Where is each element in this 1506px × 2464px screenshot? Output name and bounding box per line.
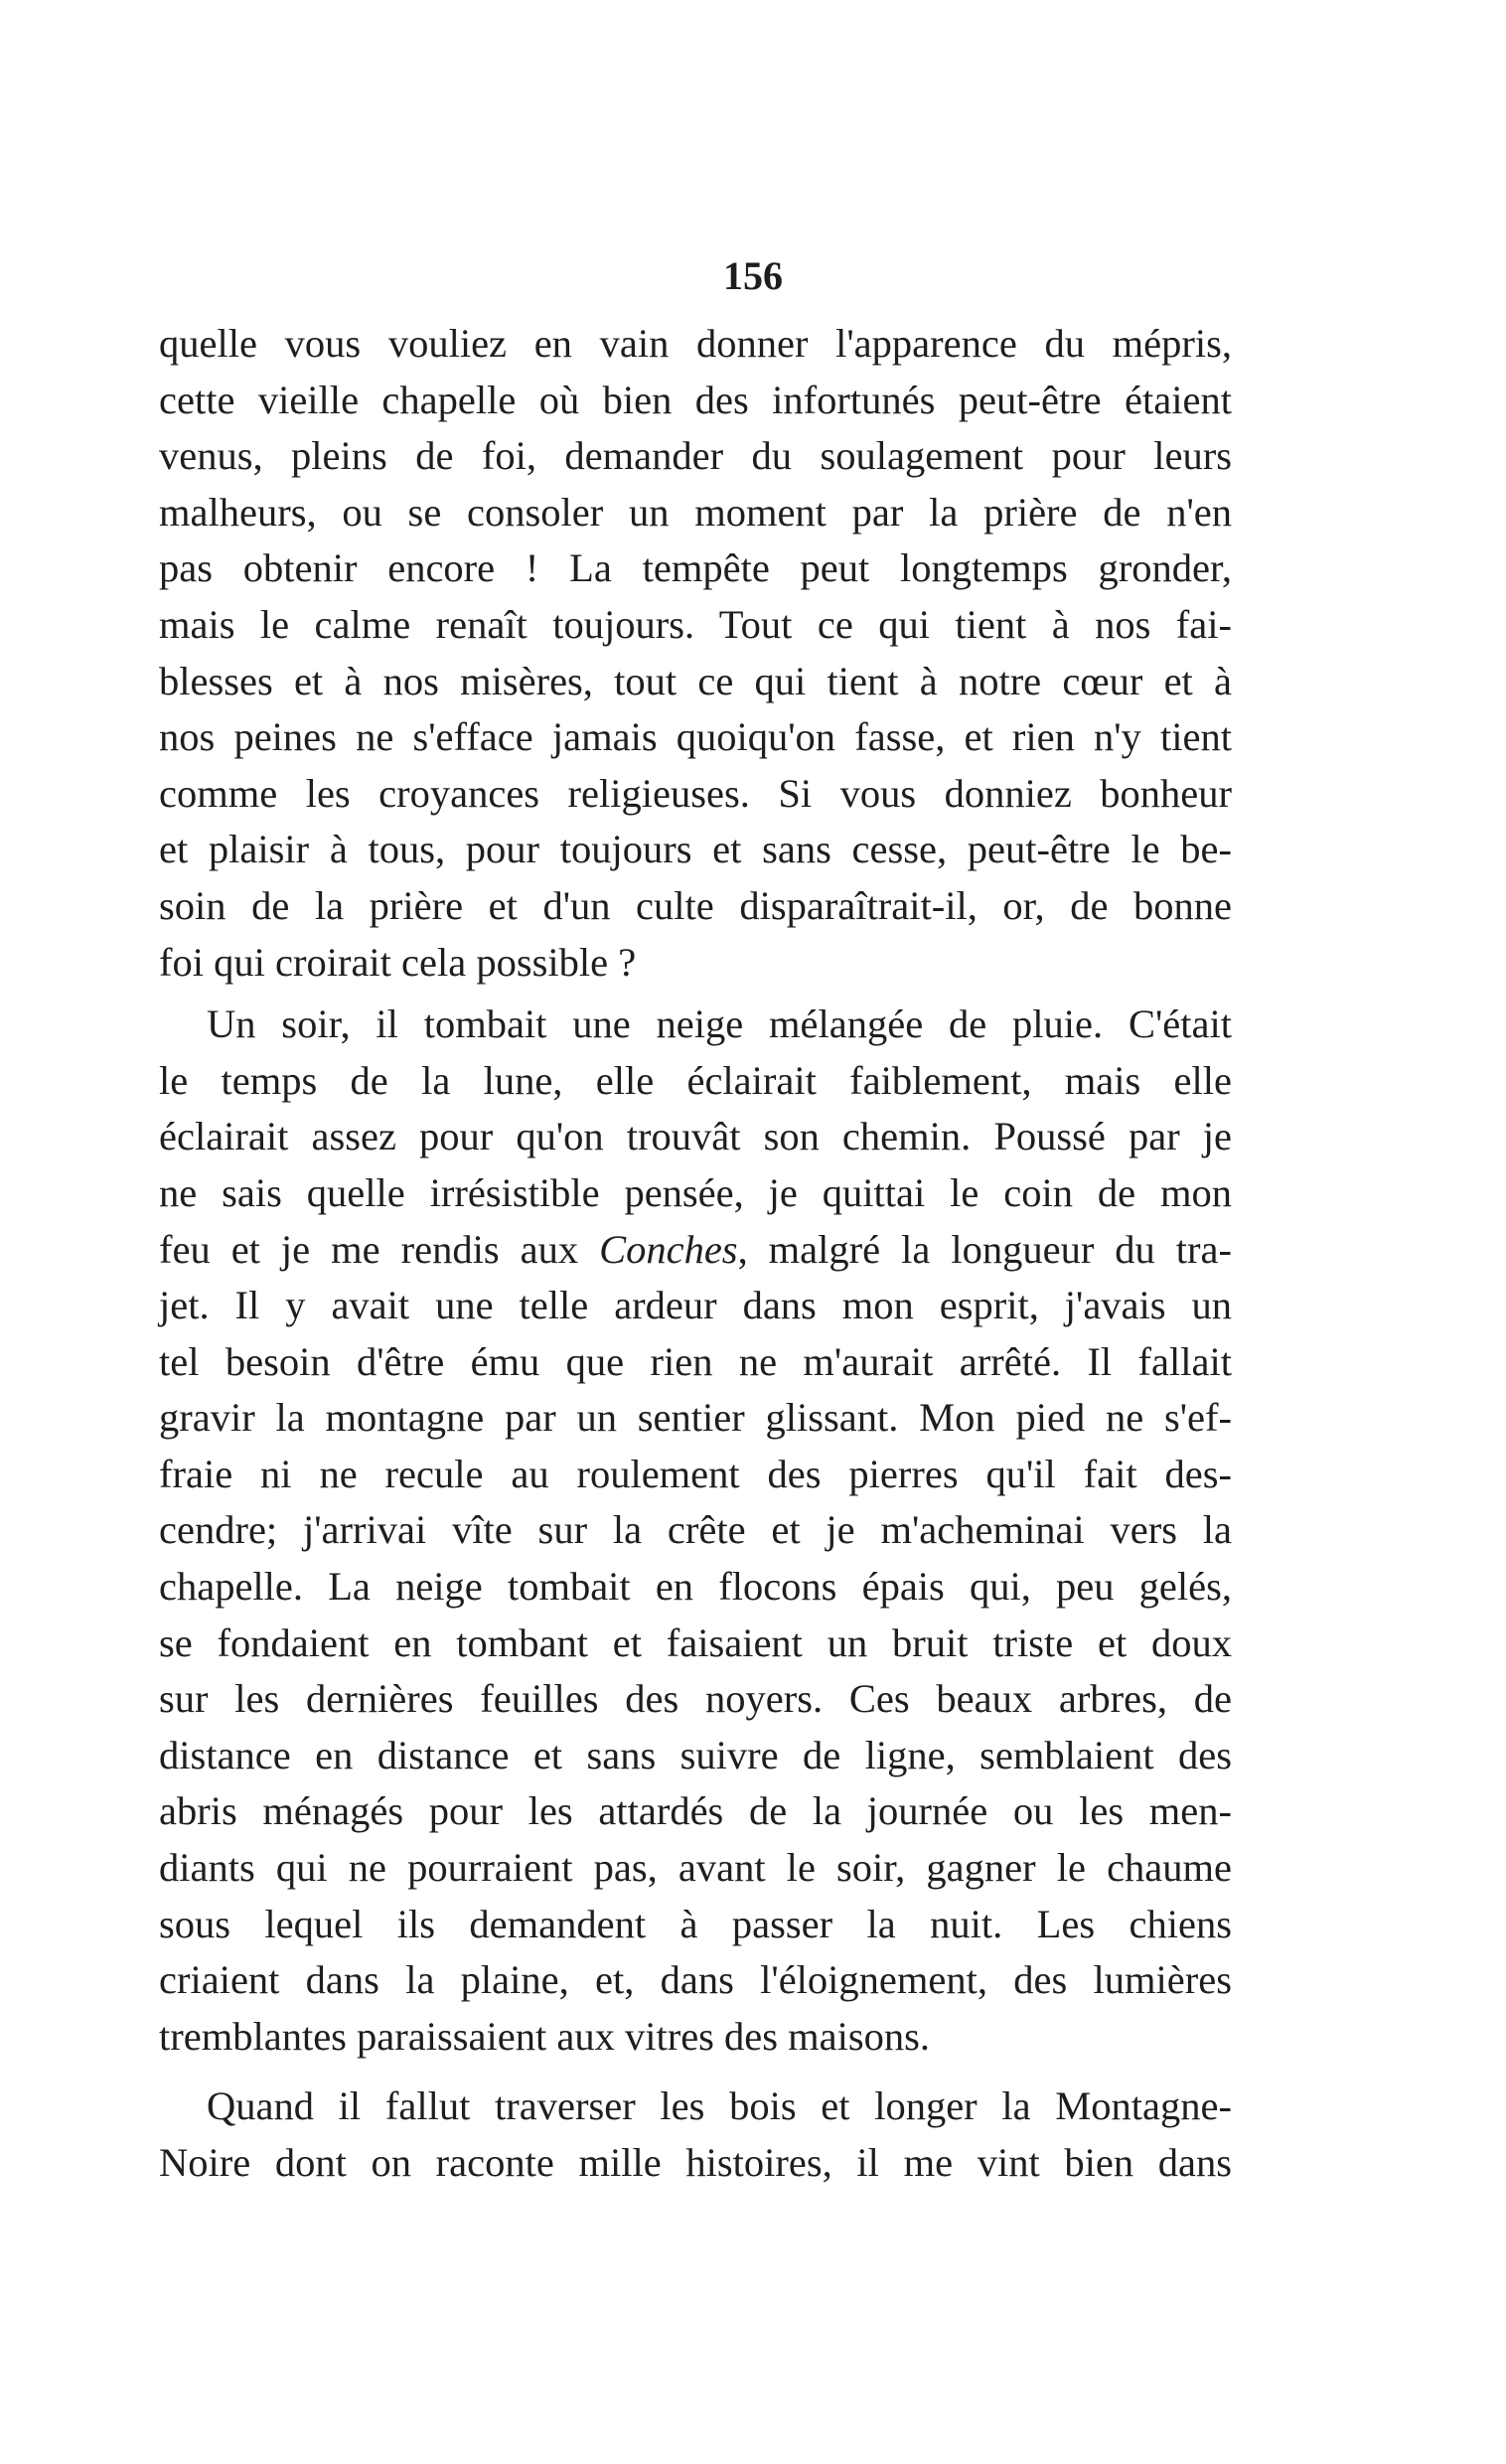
italic-place-name: Conches [599,1226,738,1272]
text-line: fraie ni ne recule au roulement des pierres qu'il fait des- [159,1451,1232,1496]
text-line: éclairait assez pour qu'on trouvât son chemin. Poussé par je [159,1114,1232,1159]
text-line: Un soir, il tombait une neige mélangée de pluie. C'était [207,1001,1232,1047]
text-line: malheurs, ou se consoler un moment par la prière de n'en [159,489,1232,535]
text-line: soin de la prière et d'un culte disparaîtrait-il, or, de bonne [159,882,1232,928]
text-line: criaient dans la plaine, et, dans l'éloignement, des lumières [159,1957,1232,2003]
text-line: nos peines ne s'efface jamais quoiqu'on fasse, et rien n'y tient [159,714,1232,760]
text-line: distance en distance et sans suivre de ligne, semblaient des [159,1732,1232,1777]
text-line: quelle vous vouliez en vain donner l'apparence du mépris, [159,321,1232,366]
text-line: Quand il fallut traverser les bois et longer la Montagne- [207,2083,1232,2129]
text-line: sous lequel ils demandent à passer la nuit. Les chiens [159,1901,1232,1946]
text-line: tel besoin d'être ému que rien ne m'aurait arrêté. Il fallait [159,1338,1232,1384]
text-line: sur les dernières feuilles des noyers. Ces beaux arbres, de [159,1676,1232,1722]
text-line: gravir la montagne par un sentier glissant. Mon pied ne s'ef- [159,1395,1232,1441]
text-line: cendre; j'arrivai vîte sur la crête et je m'acheminai vers la [159,1507,1232,1553]
text-line: mais le calme renaît toujours. Tout ce qui tient à nos fai- [159,601,1232,647]
text-line: cette vieille chapelle où bien des infortunés peut-être étaient [159,377,1232,422]
text-line: jet. Il y avait une telle ardeur dans mon esprit, j'avais un [159,1283,1232,1328]
text-line: tremblantes paraissaient aux vitres des maisons. [159,2013,931,2059]
text-line: et plaisir à tous, pour toujours et sans cesse, peut-être le be- [159,827,1232,872]
text-line: pas obtenir encore ! La tempête peut longtemps gronder, [159,545,1232,591]
text-line: Noire dont on raconte mille histoires, il me vint bien dans [159,2140,1232,2185]
text-line: abris ménagés pour les attardés de la journée ou les men- [159,1788,1232,1834]
text-line: diants qui ne pourraient pas, avant le soir, gagner le chaume [159,1845,1232,1891]
text-line: le temps de la lune, elle éclairait faiblement, mais elle [159,1057,1232,1103]
text-line: venus, pleins de foi, demander du soulagement pour leurs [159,433,1232,479]
page-number: 156 [723,253,783,298]
body-text [159,316,1232,2192]
text-line: foi qui croirait cela possible ? [159,939,637,985]
text-line: ne sais quelle irrésistible pensée, je quittai le coin de mon [159,1169,1232,1215]
text-line: feu et je me rendis aux Conches, malgré la longueur du tra- [159,1226,1232,1272]
paragraph-gap [159,2065,1232,2079]
text-line: se fondaient en tombant et faisaient un bruit triste et doux [159,1619,1232,1665]
text-line: blesses et à nos misères, tout ce qui tient à notre cœur et à [159,658,1232,703]
text-line: chapelle. La neige tombait en flocons épais qui, peu gelés, [159,1564,1232,1610]
text-line: comme les croyances religieuses. Si vous donniez bonheur [159,770,1232,816]
